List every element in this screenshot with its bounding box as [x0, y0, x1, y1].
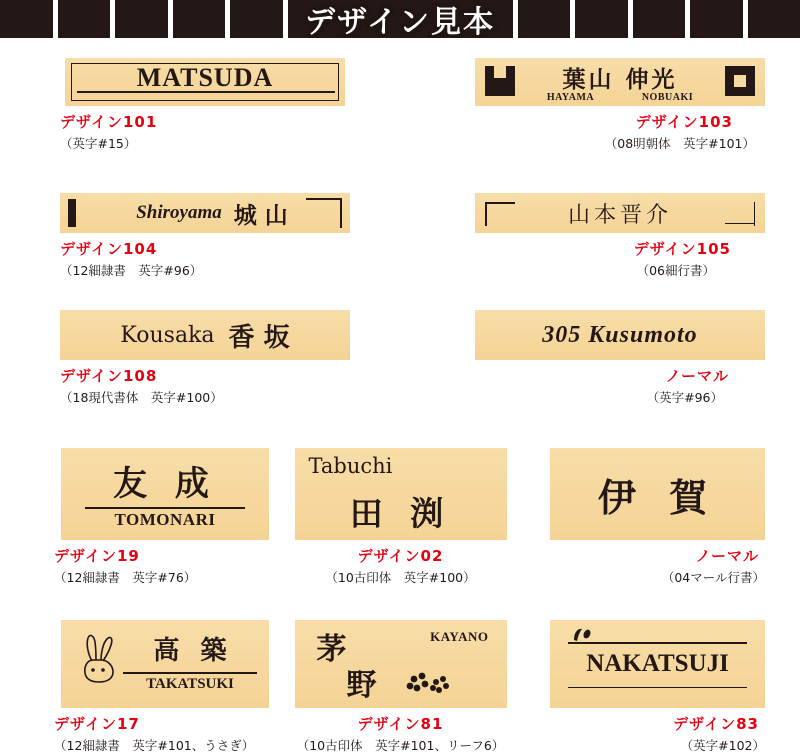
- sample-design-104[interactable]: [40, 193, 370, 279]
- caption-note: （12細隷書 英字#96）: [60, 261, 370, 279]
- caption-note: （英字#15）: [60, 134, 370, 152]
- caption-id: デザイン17: [54, 713, 280, 734]
- caption-id: デザイン83: [535, 713, 759, 734]
- plate-text-jp-2: 野: [347, 668, 377, 703]
- plate-sub-right: NOBUAKI: [642, 92, 693, 103]
- plate-text-en: Kousaka: [120, 323, 214, 348]
- caption-note: （10古印体 英字#101、リーフ6）: [293, 736, 508, 754]
- nameplate: [60, 310, 350, 360]
- caption-note: （08明朝体 英字#101）: [425, 134, 755, 152]
- nameplate: [475, 193, 765, 233]
- rabbit-icon: [79, 630, 125, 686]
- sample-normal-kusumoto[interactable]: [425, 310, 765, 406]
- plate-text-jp: 田 渕: [350, 494, 452, 533]
- sample-design-81[interactable]: [293, 620, 508, 754]
- nameplate: [550, 620, 765, 708]
- page-title: [0, 0, 800, 38]
- plate-text-en: Tabuchi: [309, 454, 393, 478]
- nameplate: [65, 58, 345, 106]
- plate-sub-left: HAYAMA: [547, 92, 594, 103]
- caption-id: ノーマル: [425, 365, 729, 386]
- design-sample-sheet: [0, 38, 800, 750]
- caption-id: ノーマル: [535, 545, 759, 566]
- plate-text-en: Shiroyama: [136, 202, 222, 224]
- plate-text-jp: 伊 賀: [598, 467, 717, 522]
- sample-design-83[interactable]: [535, 620, 765, 754]
- caption-note: （04マール行書）: [535, 568, 765, 586]
- page-title-text: デザイン見本: [299, 0, 501, 38]
- nameplate: [60, 193, 350, 233]
- sample-design-103[interactable]: [425, 58, 765, 152]
- plate-text: MATSUDA: [137, 63, 274, 93]
- sample-design-108[interactable]: [40, 310, 370, 406]
- sample-design-17[interactable]: [50, 620, 280, 754]
- plate-underline: [85, 507, 245, 509]
- caption-id: デザイン103: [425, 111, 733, 132]
- caption-id: デザイン02: [293, 545, 508, 566]
- sample-normal-iga[interactable]: [535, 448, 765, 586]
- plate-text-jp: 友 成: [61, 456, 269, 505]
- nameplate: [61, 448, 269, 540]
- sample-design-19[interactable]: [50, 448, 280, 586]
- plate-text-jp: 城 山: [234, 197, 288, 230]
- caption-id: デザイン104: [60, 238, 370, 259]
- nameplate: [295, 620, 507, 708]
- caption-id: デザイン81: [293, 713, 508, 734]
- caption-note: （12細隷書 英字#76）: [54, 568, 280, 586]
- nameplate: [475, 58, 765, 106]
- caption-id: デザイン101: [60, 111, 370, 132]
- corner-square-left-hole: [494, 66, 506, 78]
- plate-text-jp-1: 茅: [317, 632, 347, 667]
- plate-text-jp: 葉山 伸光: [523, 61, 717, 94]
- plate-text-en: 305 Kusumoto: [542, 322, 697, 349]
- plate-text-en: TAKATSUKI: [146, 676, 234, 692]
- caption-note: （英字#102）: [535, 736, 765, 754]
- sample-design-02[interactable]: [293, 448, 508, 586]
- plate-text-jp: 山本晋介: [568, 198, 672, 229]
- caption-note: （12細隷書 英字#101、うさぎ）: [54, 736, 280, 754]
- nameplate: [550, 448, 765, 540]
- plate-text-jp: 高 築: [153, 636, 232, 666]
- plate-text-en: TOMONARI: [115, 510, 216, 529]
- nameplate: [295, 448, 507, 540]
- caption-id: デザイン105: [425, 238, 731, 259]
- caption-note: （10古印体 英字#100）: [293, 568, 508, 586]
- plate-text-jp: 香 坂: [229, 317, 290, 354]
- caption-note: （18現代書体 英字#100）: [60, 388, 370, 406]
- caption-note: （英字#96）: [425, 388, 723, 406]
- plate-text-en: KAYANO: [430, 629, 488, 644]
- caption-id: デザイン19: [54, 545, 280, 566]
- sample-design-101[interactable]: [40, 58, 370, 152]
- sample-design-105[interactable]: [425, 193, 765, 279]
- caption-id: デザイン108: [60, 365, 370, 386]
- flower-icon: [405, 670, 451, 696]
- corner-square-right-hole: [734, 75, 746, 87]
- plate-text-en: NAKATSUJI: [586, 650, 729, 678]
- nameplate: [61, 620, 269, 708]
- caption-note: （06細行書）: [425, 261, 715, 279]
- plate-underline: [123, 672, 257, 674]
- page-banner: [0, 0, 800, 38]
- nameplate: [475, 310, 765, 360]
